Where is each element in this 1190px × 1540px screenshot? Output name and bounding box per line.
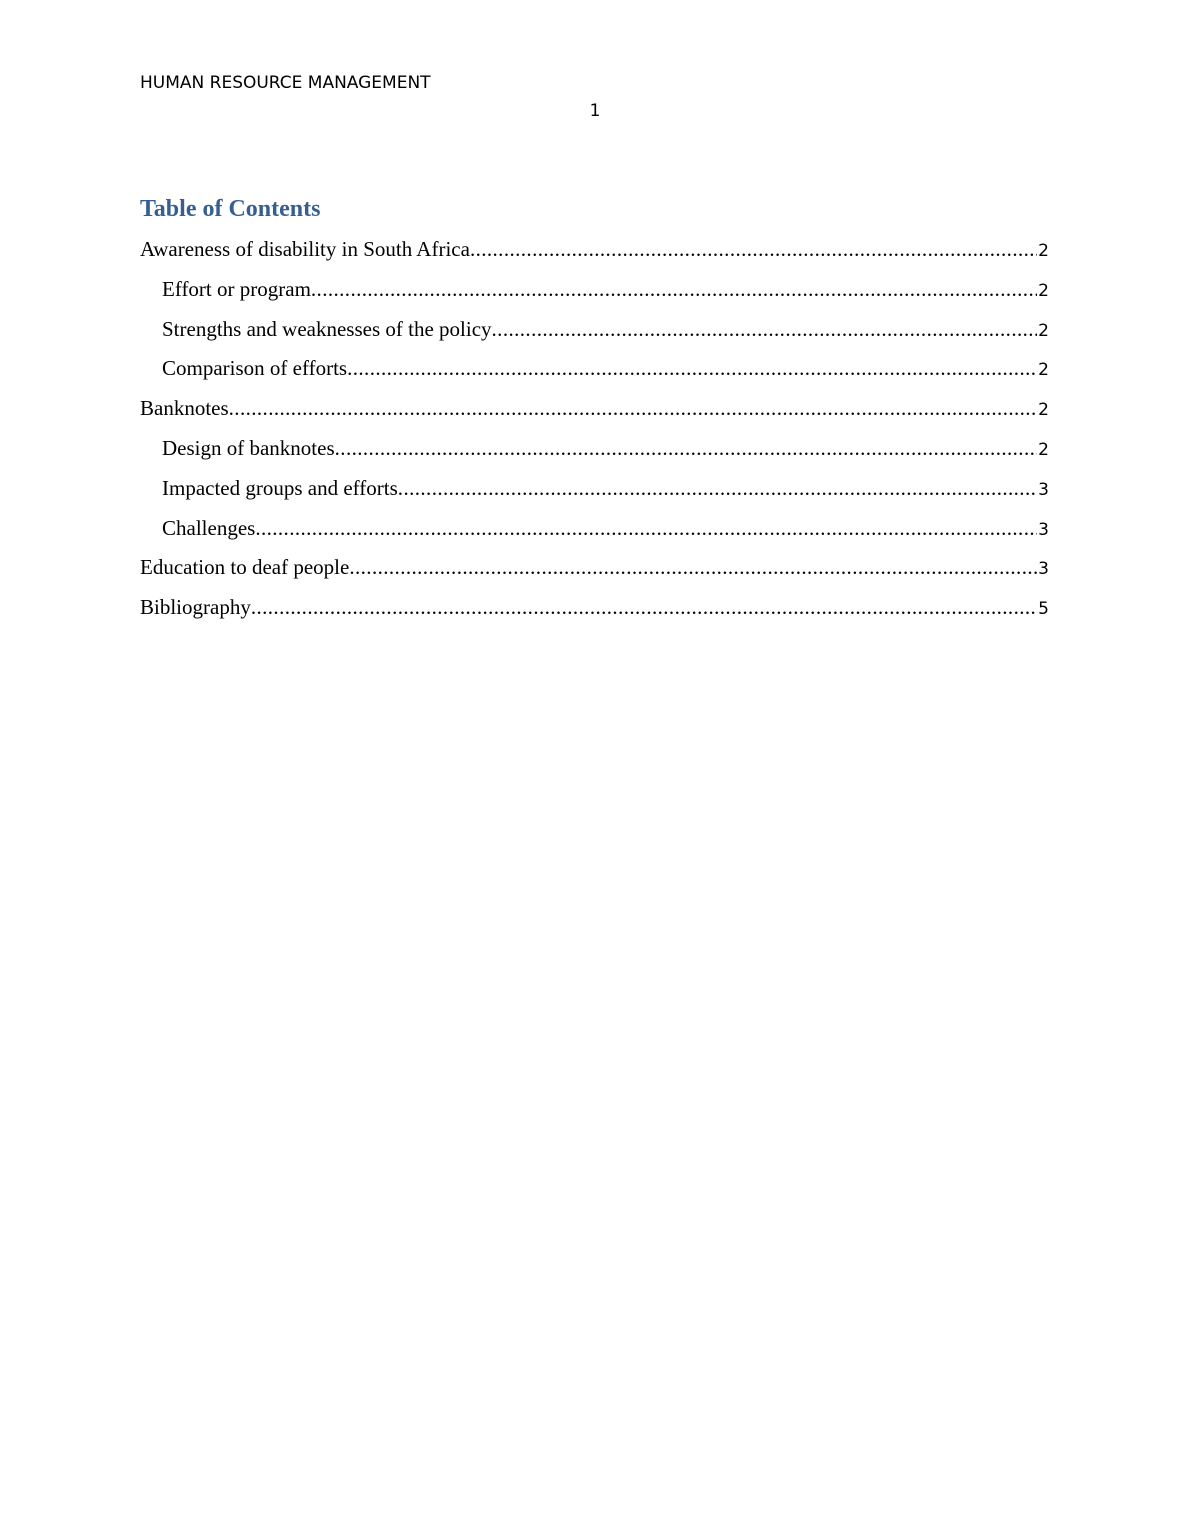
toc-entry-page: 2 [1038,320,1049,341]
toc-entry-page: 3 [1038,479,1049,500]
toc-dot-leader [347,353,1037,383]
toc-entry-title: Design of banknotes [162,435,335,460]
toc-dot-leader [229,393,1038,423]
toc-dot-leader [255,513,1037,543]
toc-entry-page: 2 [1038,241,1049,261]
toc-dot-leader [470,234,1037,264]
toc-entry-bibliography[interactable] [140,592,1049,632]
toc-entry-comparison-of-efforts[interactable] [140,353,1049,393]
toc-heading: Table of Contents [140,196,321,222]
toc-entry-title: Banknotes [140,396,229,421]
toc-entry-title: Education to deaf people [140,555,350,580]
toc-dot-leader [398,473,1037,503]
toc-entry-page: 2 [1038,360,1049,381]
toc-entry-page: 5 [1038,599,1049,620]
toc-entry-page: 3 [1038,519,1049,540]
toc-dot-leader [492,314,1038,344]
toc-dot-leader [335,433,1038,463]
toc-entry-title: Bibliography [140,595,251,620]
toc-entry-page: 2 [1038,439,1049,460]
toc-entry-page: 2 [1038,400,1049,421]
toc-entry-banknotes[interactable] [140,393,1049,433]
toc-entry-awareness-of-disability[interactable] [140,234,1049,274]
toc-entry-effort-or-program[interactable] [140,274,1049,314]
toc-entry-design-of-banknotes[interactable] [140,433,1049,473]
toc-entry-title: Impacted groups and efforts [162,475,398,500]
toc-entry-education-to-deaf-people[interactable] [140,552,1049,592]
toc-entry-strengths-and-weaknesses[interactable] [140,314,1049,354]
toc-entry-title: Effort or program [162,276,311,301]
toc-entry-challenges[interactable] [140,513,1049,553]
toc-entry-title: Awareness of disability in South Africa [140,237,470,261]
toc-entry-title: Comparison of efforts [162,356,348,381]
toc-dot-leader [251,592,1037,622]
running-head: HUMAN RESOURCE MANAGEMENT [140,73,431,93]
table-of-contents [140,234,1049,632]
toc-entry-page: 2 [1038,280,1049,301]
page-number: 1 [589,101,601,121]
toc-entry-impacted-groups[interactable] [140,473,1049,513]
toc-entry-title: Challenges [162,515,256,540]
toc-entry-page: 3 [1038,559,1049,580]
toc-entry-title: Strengths and weaknesses of the policy [162,316,492,341]
toc-dot-leader [349,552,1037,582]
toc-dot-leader [311,274,1037,304]
